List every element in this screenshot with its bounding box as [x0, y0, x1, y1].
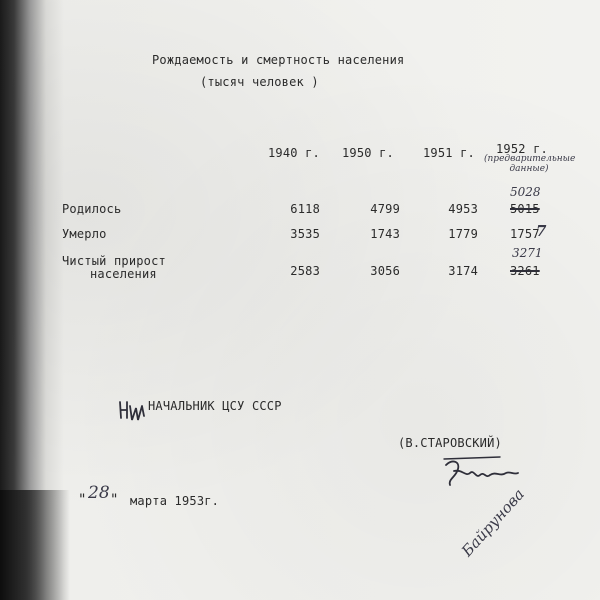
handwritten-margin-note: Байрунова: [458, 485, 528, 561]
year-header-1940: 1940 г.: [268, 146, 320, 160]
cell-births-1940: 6118: [290, 202, 320, 216]
scan-shadow-edge: [0, 490, 70, 600]
cell-deaths-1940: 3535: [290, 227, 320, 241]
document-title: Рождаемость и смертность населения: [152, 53, 405, 67]
cell-deaths-1951: 1779: [448, 227, 478, 241]
row-label-natural-increase-line1: Чистый прирост: [62, 254, 166, 268]
cell-increase-1940: 2583: [290, 264, 320, 278]
cell-births-1951: 4953: [448, 202, 478, 216]
row-label-natural-increase-line2: населения: [90, 267, 157, 281]
date-month-year: марта 1953г.: [130, 494, 220, 508]
handwritten-correction-deaths-1952: 7: [536, 222, 547, 240]
document-subtitle: (тысяч человек ): [200, 75, 319, 89]
cell-increase-1951: 3174: [448, 264, 478, 278]
handwritten-signature: [440, 455, 520, 491]
cell-deaths-1952: 1757: [510, 227, 540, 241]
signatory-position: НАЧАЛЬНИК ЦСУ СССР: [148, 399, 282, 413]
date-day-handwritten: 28: [88, 483, 110, 503]
cell-deaths-1950: 1743: [370, 227, 400, 241]
handwritten-correction-births-1952: 5028: [510, 185, 541, 199]
handwritten-correction-increase-1952: 3271: [512, 246, 543, 260]
handwritten-initial-mark: [118, 398, 150, 422]
year-header-1950: 1950 г.: [342, 146, 394, 160]
handwritten-preliminary-note: (предварительные данные): [484, 154, 576, 174]
date-open-quote: ": [78, 492, 87, 508]
row-label-deaths: Умерло: [62, 227, 107, 241]
cell-births-1952-struck: 5015: [510, 202, 540, 216]
cell-increase-1952-struck: 3261: [510, 264, 540, 278]
date-close-quote: ": [110, 492, 119, 508]
row-label-births: Родилось: [62, 202, 122, 216]
signatory-name: (В.СТАРОВСКИЙ): [398, 436, 502, 450]
year-header-1952: 1952 г.: [496, 142, 548, 156]
cell-births-1950: 4799: [370, 202, 400, 216]
cell-increase-1950: 3056: [370, 264, 400, 278]
year-header-1951: 1951 г.: [423, 146, 475, 160]
